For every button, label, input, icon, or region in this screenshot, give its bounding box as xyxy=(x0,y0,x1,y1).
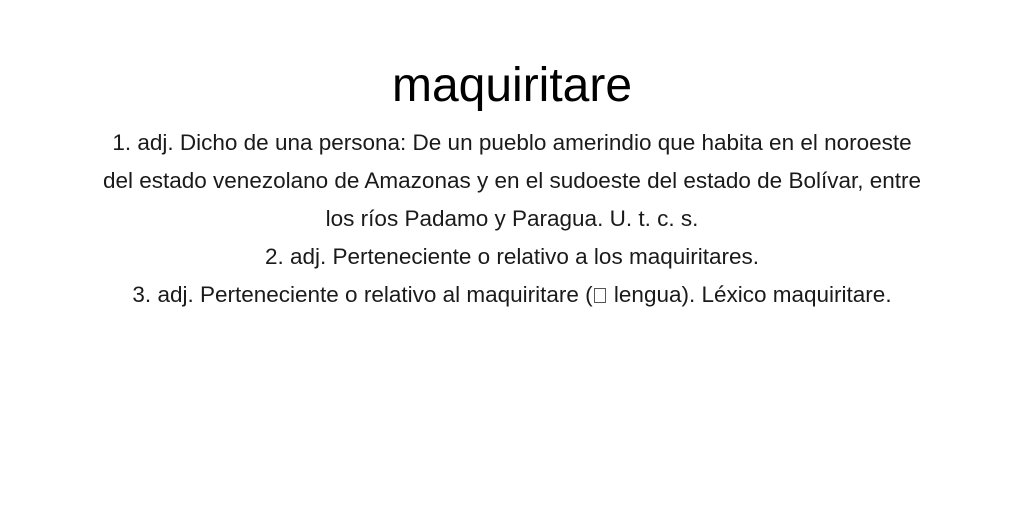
definition-2 xyxy=(48,238,976,276)
definition-1-line-1: 1. adj. Dicho de una persona: De un pueblo amerindio que habita en el noroeste xyxy=(112,130,912,155)
definition-3 xyxy=(48,276,976,314)
definition-3-text-after: lengua). Léxico maquiritare. xyxy=(607,282,892,307)
definition-1-line-2: del estado venezolano de Amazonas y en el sudoeste del estado de Bolívar, entre xyxy=(102,168,922,193)
definition-3-text-before: 3. adj. Perteneciente o relativo al maquiritare ( xyxy=(132,282,593,307)
definition-2-line-1: 2. adj. Perteneciente o relativo a los maquiritares. xyxy=(264,244,759,269)
definition-1 xyxy=(48,124,976,238)
headword-title: maquiritare xyxy=(391,59,633,112)
definition-3-line-1 xyxy=(48,276,976,314)
definition-1-line-3: los ríos Padamo y Paragua. U. t. c. s. xyxy=(325,206,699,231)
missing-glyph-icon xyxy=(594,288,606,303)
definitions-list xyxy=(48,124,976,314)
